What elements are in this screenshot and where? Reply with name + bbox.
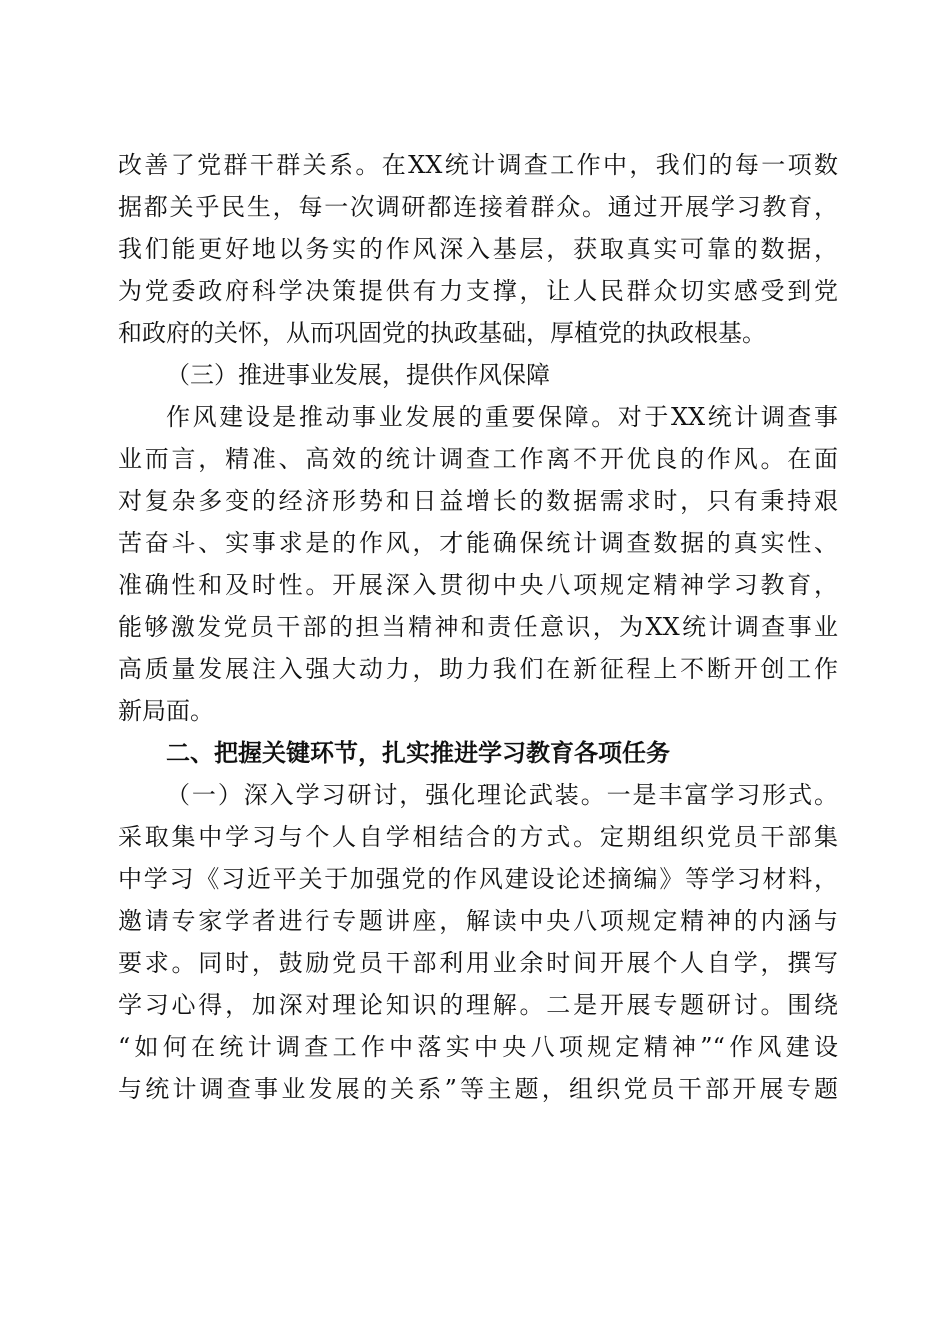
body-line: “如何在统计调查工作中落实中央八项规定精神”“作风建设	[118, 1033, 838, 1061]
body-line: 新局面。	[118, 697, 214, 725]
body-line: 为党委政府科学决策提供有力支撑，让人民群众切实感受到党	[118, 277, 838, 305]
body-line: 与统计调查事业发展的关系”等主题，组织党员干部开展专题	[118, 1075, 838, 1103]
body-line: 我们能更好地以务实的作风深入基层，获取真实可靠的数据，	[118, 235, 838, 263]
body-line: 邀请专家学者进行专题讲座，解读中央八项规定精神的内涵与	[118, 907, 838, 935]
body-line: 据都关乎民生，每一次调研都连接着群众。通过开展学习教育，	[118, 193, 838, 221]
body-line: 高质量发展注入强大动力，助力我们在新征程上不断开创工作	[118, 655, 838, 683]
document-body	[118, 144, 838, 1110]
body-line: 准确性和及时性。开展深入贯彻中央八项规定精神学习教育，	[118, 571, 838, 599]
body-line: 业而言，精准、高效的统计调查工作离不开优良的作风。在面	[118, 445, 838, 473]
body-line: 和政府的关怀，从而巩固党的执政基础，厚植党的执政根基。	[118, 319, 766, 347]
body-line: 对复杂多变的经济形势和日益增长的数据需求时，只有秉持艰	[118, 487, 838, 515]
body-line: 采取集中学习与个人自学相结合的方式。定期组织党员干部集	[118, 823, 838, 851]
section-subheading: （三）推进事业发展，提供作风保障	[166, 361, 550, 389]
body-line: 改善了党群干群关系。在XX统计调查工作中，我们的每一项数	[118, 151, 838, 179]
paragraph-first-line: 作风建设是推动事业发展的重要保障。对于XX统计调查事	[166, 403, 838, 431]
body-line: 苦奋斗、实事求是的作风，才能确保统计调查数据的真实性、	[118, 529, 838, 557]
body-line: 能够激发党员干部的担当精神和责任意识，为XX统计调查事业	[118, 613, 838, 641]
body-line: 中学习《习近平关于加强党的作风建设论述摘编》等学习材料，	[118, 865, 838, 893]
body-line: 要求。同时，鼓励党员干部利用业余时间开展个人自学，撰写	[118, 949, 838, 977]
paragraph-first-line: （一）深入学习研讨，强化理论武装。一是丰富学习形式。	[166, 781, 838, 809]
section-heading: 二、把握关键环节，扎实推进学习教育各项任务	[166, 739, 670, 767]
body-line: 学习心得，加深对理论知识的理解。二是开展专题研讨。围绕	[118, 991, 838, 1019]
